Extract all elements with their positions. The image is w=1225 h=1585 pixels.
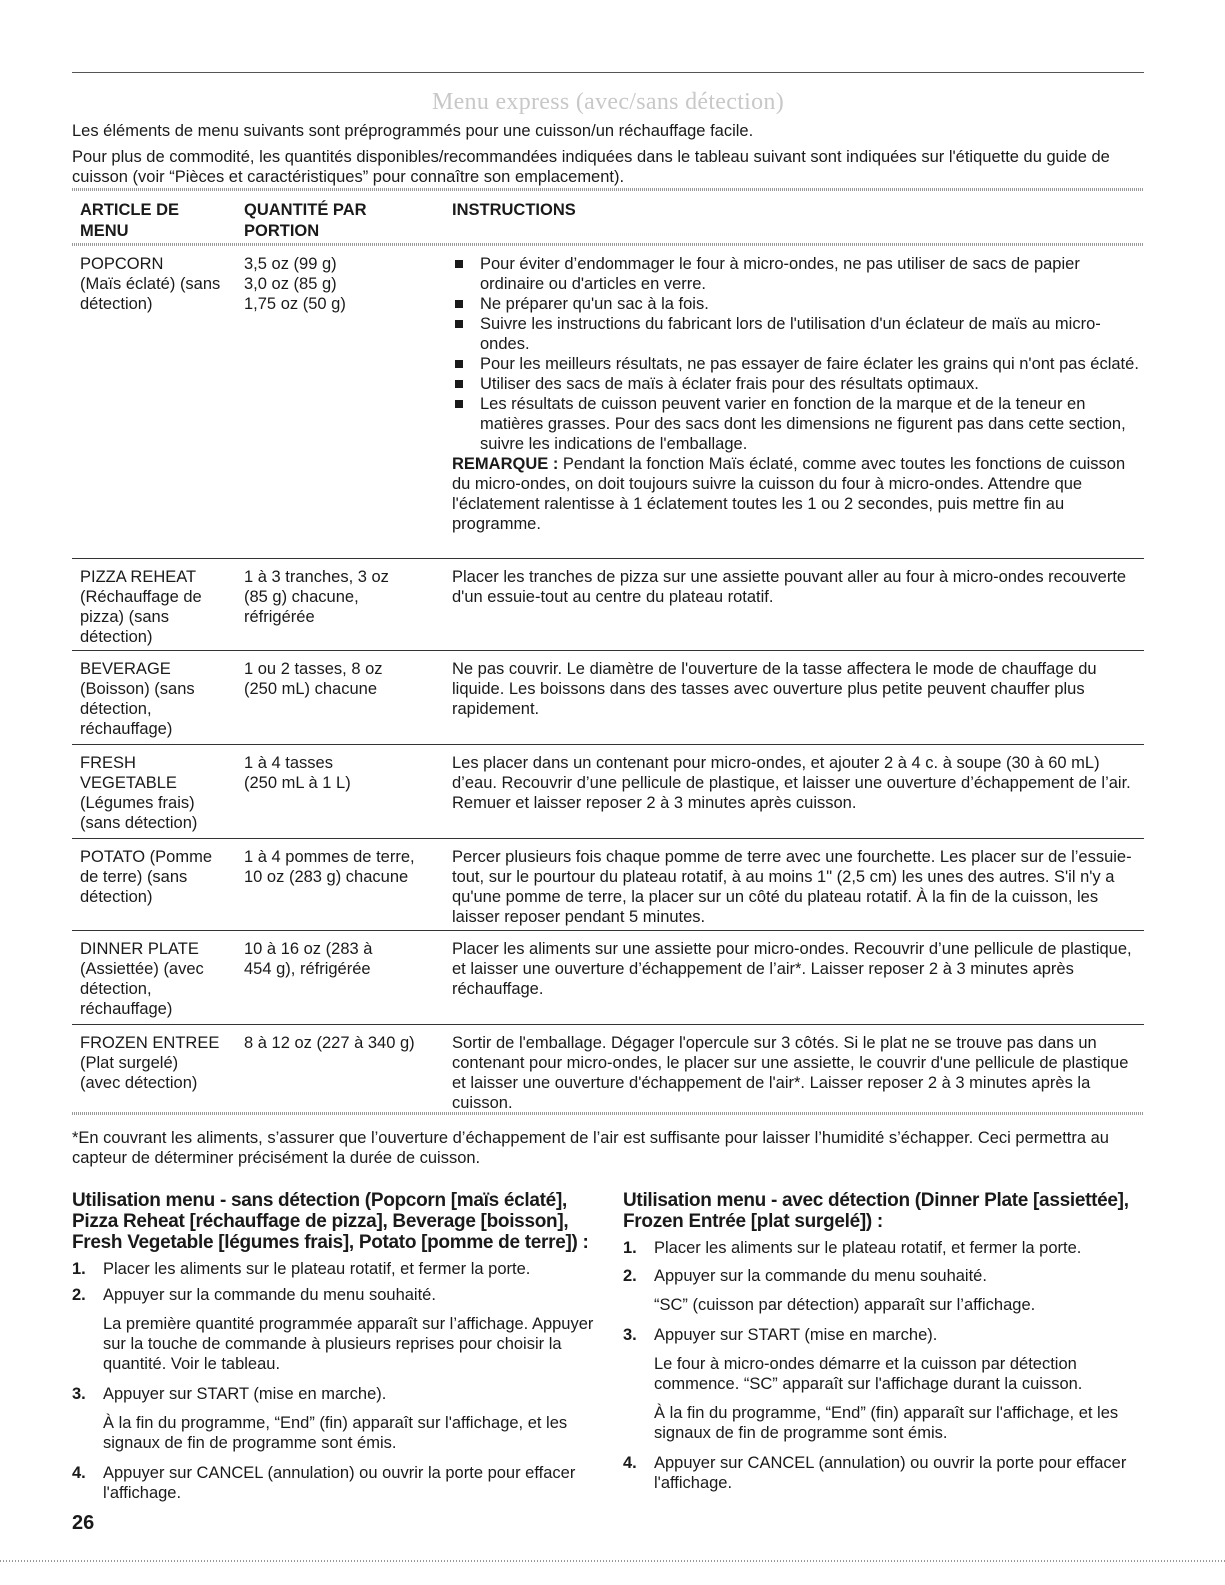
step-text: Appuyer sur la commande du menu souhaité. [103, 1286, 436, 1304]
popcorn-bullet-list [452, 254, 1142, 454]
vegetable-qty [244, 753, 429, 793]
step-2 [623, 1266, 1153, 1315]
header-quantity-line1: QUANTITÉ PAR [244, 201, 367, 219]
row-divider [72, 1024, 1144, 1025]
step-1 [72, 1259, 602, 1279]
popcorn-bullet: Suivre les instructions du fabricant lors de l'utilisation d'un éclateur de maïs au micro-ondes. [452, 314, 1142, 354]
table-top-hatch [72, 188, 1144, 191]
popcorn-name-1: POPCORN [80, 255, 164, 273]
beverage-instructions: Ne pas couvrir. Le diamètre de l'ouverture de la tasse affectera le mode de chauffage du liquide. Les boissons dans des tasses avec ouverture plus petite peuvent chauffer plus rapidement. [452, 660, 1097, 718]
header-instructions: INSTRUCTIONS [452, 201, 576, 219]
step-text: Placer les aliments sur le plateau rotatif, et fermer la porte. [654, 1239, 1082, 1257]
frozen-entree-name-3: (avec détection) [80, 1074, 198, 1092]
potato-name [80, 847, 245, 907]
section-with-sensor-heading: Utilisation menu - avec détection (Dinner Plate [assiettée], Frozen Entrée [plat surgelé]) : [623, 1190, 1129, 1232]
header-article-line2: MENU [80, 222, 129, 240]
step-number: 4. [72, 1464, 86, 1482]
step-number: 3. [623, 1326, 637, 1344]
pizza-name-1: PIZZA REHEAT [80, 568, 197, 586]
frozen-entree-qty-1: 8 à 12 oz (227 à 340 g) [244, 1034, 415, 1052]
dinner-plate-qty-2: 454 g), réfrigérée [244, 960, 371, 978]
popcorn-bullet: Pour éviter d’endommager le four à micro-ondes, ne pas utiliser de sacs de papier ordinaire ou d'articles en verre. [452, 254, 1142, 294]
popcorn-name-2: (Maïs éclaté) (sans [80, 275, 221, 293]
step-4 [623, 1453, 1153, 1493]
row-divider [72, 744, 1144, 745]
header-quantity-line2: PORTION [244, 222, 320, 240]
section-with-sensor [623, 1190, 1153, 1493]
beverage-name-4: réchauffage) [80, 720, 173, 738]
beverage-name-3: détection, [80, 700, 152, 718]
row-divider [72, 650, 1144, 651]
frozen-entree-instructions: Sortir de l'emballage. Dégager l'opercule sur 3 côtés. Si le plat ne se trouve pas dans un contenant pour micro-ondes, le placer sur une assiette, le couvrir d'une pellicule de plastique et laisser une ouverture d'échappement de l'air*. Laisser reposer 2 à 3 minutes après la cuisson. [452, 1034, 1129, 1112]
pizza-name [80, 567, 245, 647]
header-article-line1: ARTICLE DE [80, 201, 179, 219]
popcorn-qty-3: 1,75 oz (50 g) [244, 295, 346, 313]
step-text: Appuyer sur START (mise en marche). [654, 1326, 938, 1344]
vegetable-qty-1: 1 à 4 tasses [244, 754, 333, 772]
vegetable-name-1: FRESH [80, 754, 136, 772]
pizza-name-2: (Réchauffage de [80, 588, 202, 606]
beverage-qty-1: 1 ou 2 tasses, 8 oz [244, 660, 383, 678]
row-divider [72, 930, 1144, 931]
potato-name-3: détection) [80, 888, 153, 906]
table-bottom-hatch [72, 1112, 1144, 1115]
step-text: Appuyer sur la commande du menu souhaité. [654, 1267, 987, 1285]
footnote: *En couvrant les aliments, s’assurer que l’ouverture d’échappement de l’air est suffisante pour laisser l’humidité s’échapper. Ceci permettra au capteur de déterminer précisément la durée de cuisson. [72, 1129, 1109, 1167]
pizza-qty-1: 1 à 3 tranches, 3 oz [244, 568, 389, 586]
popcorn-qty-1: 3,5 oz (99 g) [244, 255, 337, 273]
row-divider [72, 558, 1144, 559]
popcorn-name [80, 254, 245, 314]
beverage-qty [244, 659, 429, 699]
pizza-instructions: Placer les tranches de pizza sur une assiette pouvant aller au four à micro-ondes recouverte d'un essuie-tout au centre du plateau rotatif. [452, 568, 1127, 606]
dinner-plate-name-1: DINNER PLATE [80, 940, 199, 958]
dinner-plate-qty-1: 10 à 16 oz (283 à [244, 940, 373, 958]
step-3 [72, 1384, 602, 1453]
step-2 [72, 1285, 602, 1374]
note-label: REMARQUE : [452, 455, 559, 473]
dinner-plate-name [80, 939, 245, 1019]
popcorn-note [452, 454, 1142, 534]
intro-line-2: Pour plus de commodité, les quantités disponibles/recommandées indiquées dans le tableau suivant sont indiquées sur l'étiquette du guide de cuisson (voir “Pièces et caractéristiques” pour connaître son emplacement). [72, 148, 1110, 186]
step-number: 1. [72, 1260, 86, 1278]
beverage-name-1: BEVERAGE [80, 660, 171, 678]
potato-name-2: de terre) (sans [80, 868, 188, 886]
pizza-name-3: pizza) (sans [80, 608, 169, 626]
pizza-qty-3: réfrigérée [244, 608, 315, 626]
popcorn-qty [244, 254, 429, 314]
step-number: 1. [623, 1239, 637, 1257]
dinner-plate-name-4: réchauffage) [80, 1000, 173, 1018]
potato-qty-1: 1 à 4 pommes de terre, [244, 848, 415, 866]
step-detail: Le four à micro-ondes démarre et la cuisson par détection commence. “SC” apparaît sur l'affichage durant la cuisson. [654, 1355, 1083, 1393]
header-quantity [244, 200, 367, 242]
step-number: 2. [623, 1267, 637, 1285]
dinner-plate-qty [244, 939, 429, 979]
popcorn-instructions [452, 254, 1142, 534]
vegetable-name-3: (Légumes frais) [80, 794, 195, 812]
step-3 [623, 1325, 1153, 1443]
popcorn-qty-2: 3,0 oz (85 g) [244, 275, 337, 293]
step-detail: “SC” (cuisson par détection) apparaît sur l’affichage. [654, 1296, 1036, 1314]
pizza-name-4: détection) [80, 628, 153, 646]
frozen-entree-name-1: FROZEN ENTREE [80, 1034, 220, 1052]
beverage-qty-2: (250 mL) chacune [244, 680, 377, 698]
intro-line-1: Les éléments de menu suivants sont préprogrammés pour une cuisson/un réchauffage facile. [72, 122, 754, 140]
page-number: 26 [72, 1512, 95, 1534]
step-4 [72, 1463, 602, 1503]
top-rule [72, 72, 1144, 73]
step-number: 2. [72, 1286, 86, 1304]
section-without-sensor [72, 1190, 602, 1503]
potato-qty-2: 10 oz (283 g) chacune [244, 868, 409, 886]
header-hatch [72, 243, 1144, 246]
popcorn-bullet: Ne préparer qu'un sac à la fois. [452, 294, 1142, 314]
note-text: Pendant la fonction Maïs éclaté, comme avec toutes les fonctions de cuisson du micro-ondes, on doit toujours suivre la cuisson du four à micro-ondes. Attendre que l'éclatement ralentisse à 1 éclatement toutes les 1 ou 2 secondes, puis mettre fin au programme. [452, 455, 1126, 533]
popcorn-bullet: Pour les meilleurs résultats, ne pas essayer de faire éclater les grains qui n'ont pas éclaté. [452, 354, 1142, 374]
dinner-plate-instructions: Placer les aliments sur une assiette pour micro-ondes. Recouvrir d’une pellicule de plastique, et laisser une ouverture d’échappement de l’air*. Laisser reposer 2 à 3 minutes après réchauffage. [452, 940, 1132, 998]
step-number: 4. [623, 1454, 637, 1472]
step-detail: La première quantité programmée apparaît sur l’affichage. Appuyer sur la touche de commande à plusieurs reprises pour choisir la quantité. Voir le tableau. [103, 1315, 594, 1373]
frozen-entree-qty [244, 1033, 429, 1053]
vegetable-name-2: VEGETABLE [80, 774, 177, 792]
step-detail: À la fin du programme, “End” (fin) apparaît sur l'affichage, et les signaux de fin de programme sont émis. [103, 1414, 568, 1452]
frozen-entree-name-2: (Plat surgelé) [80, 1054, 179, 1072]
step-text: Placer les aliments sur le plateau rotatif, et fermer la porte. [103, 1260, 531, 1278]
vegetable-name [80, 753, 245, 833]
beverage-name-2: (Boisson) (sans [80, 680, 195, 698]
beverage-name [80, 659, 245, 739]
vegetable-name-4: (sans détection) [80, 814, 198, 832]
potato-qty [244, 847, 429, 887]
step-1 [623, 1238, 1153, 1258]
potato-instructions: Percer plusieurs fois chaque pomme de terre avec une fourchette. Les placer sur de l’essuie-tout, sur le pourtour du plateau rotatif, à au moins 1" (2,5 cm) les unes des autres. S'il n'y a qu'une pomme de terre, la placer sur un côté du plateau rotatif. À la fin de la cuisson, les laisser reposer pendant 5 minutes. [452, 848, 1132, 926]
header-article [80, 200, 179, 242]
pizza-qty-2: (85 g) chacune, [244, 588, 359, 606]
vegetable-qty-2: (250 mL à 1 L) [244, 774, 351, 792]
step-text: Appuyer sur START (mise en marche). [103, 1385, 387, 1403]
dinner-plate-name-3: détection, [80, 980, 152, 998]
section-without-sensor-heading: Utilisation menu - sans détection (Popcorn [maïs éclaté], Pizza Reheat [réchauffage de pizza], Beverage [boisson], Fresh Vegetable [légumes frais], Potato [pomme de terre]) : [72, 1190, 589, 1253]
page-title: Menu express (avec/sans détection) [431, 89, 785, 115]
popcorn-bullet: Les résultats de cuisson peuvent varier en fonction de la marque et de la teneur en matières grasses. Pour des sacs dont les dimensions ne figurent pas dans cette section, suivre les indications de l'emballage. [452, 394, 1142, 454]
potato-name-1: POTATO (Pomme [80, 848, 213, 866]
popcorn-name-3: détection) [80, 295, 153, 313]
frozen-entree-name [80, 1033, 245, 1093]
step-number: 3. [72, 1385, 86, 1403]
vegetable-instructions: Les placer dans un contenant pour micro-ondes, et ajouter 2 à 4 c. à soupe (30 à 60 mL) d’eau. Recouvrir d’une pellicule de plastique, et laisser une ouverture d’échappement de l’air. Remuer et laisser reposer 2 à 3 minutes après cuisson. [452, 754, 1131, 812]
step-detail: À la fin du programme, “End” (fin) apparaît sur l'affichage, et les signaux de fin de programme sont émis. [654, 1404, 1119, 1442]
popcorn-bullet: Utiliser des sacs de maïs à éclater frais pour des résultats optimaux. [452, 374, 1142, 394]
step-text: Appuyer sur CANCEL (annulation) ou ouvrir la porte pour effacer l'affichage. [103, 1464, 576, 1502]
row-divider [72, 838, 1144, 839]
bottom-rule [0, 1560, 1225, 1562]
dinner-plate-name-2: (Assiettée) (avec [80, 960, 204, 978]
step-text: Appuyer sur CANCEL (annulation) ou ouvrir la porte pour effacer l'affichage. [654, 1454, 1127, 1492]
pizza-qty [244, 567, 429, 627]
